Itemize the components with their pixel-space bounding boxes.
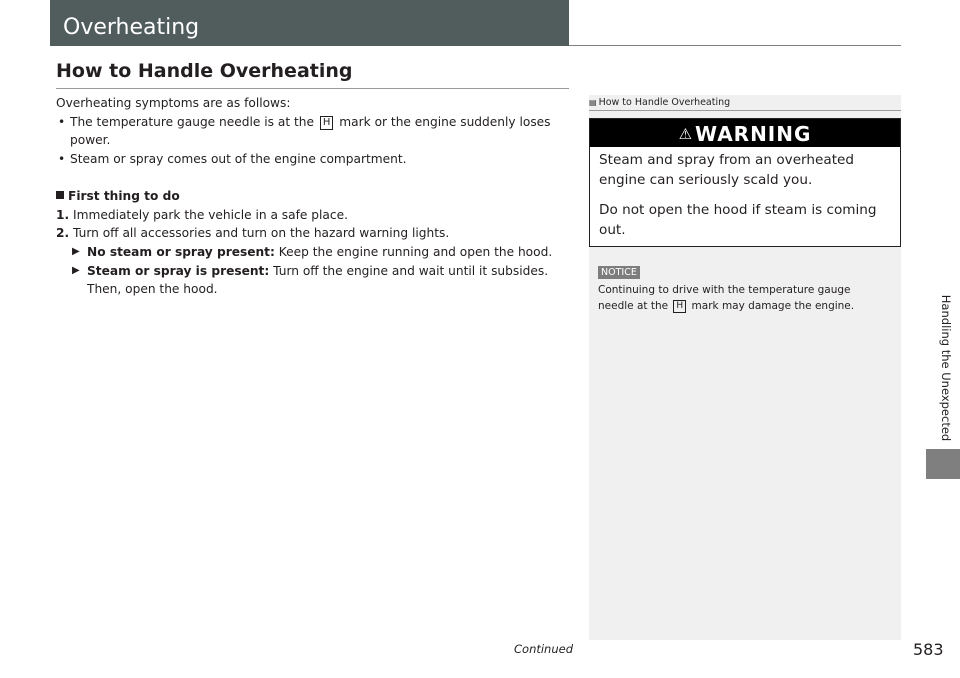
warning-box <box>589 118 901 247</box>
warning-line: Steam and spray from an overheated engine can seriously scald you. <box>599 152 855 188</box>
h-mark-icon: H <box>673 300 686 313</box>
warning-triangle-icon: ⚠ <box>678 125 694 143</box>
step-item: 2. Turn off all accessories and turn on the hazard warning lights. <box>56 226 450 241</box>
substep-item: ▶ No steam or spray present: Keep the engine running and open the hood. <box>56 243 566 262</box>
chapter-title: Overheating <box>50 0 569 46</box>
warning-line: Do not open the hood if steam is coming out. <box>599 202 877 238</box>
intro-text: Overheating symptoms are as follows: <box>56 96 291 110</box>
title-divider <box>569 45 901 46</box>
substep-item: ▶ Steam or spray is present: Turn off the engine and wait until it subsides. Then, open the hood. <box>72 263 549 297</box>
symptom-item: • The temperature gauge needle is at the H mark or the engine suddenly loses power. <box>56 113 566 150</box>
warning-text <box>590 147 900 240</box>
notice-badge: NOTICE <box>598 266 640 279</box>
side-tab-label: Handling the Unexpected <box>939 294 953 442</box>
step-item: 1. Immediately park the vehicle in a safe place. <box>56 207 348 222</box>
sidebar-divider <box>589 110 901 111</box>
page-number: 583 <box>913 640 944 659</box>
main-content <box>56 94 566 299</box>
subsection-heading: First thing to do <box>56 187 566 206</box>
sidebar-reference: ▤ How to Handle Overheating <box>589 97 731 108</box>
square-bullet-icon <box>56 191 64 199</box>
notice-text: Continuing to drive with the temperature gauge needle at the H mark may damage the engine. <box>598 284 855 312</box>
continued-label: Continued <box>514 642 574 656</box>
warning-header: ⚠ WARNING <box>590 119 900 147</box>
arrow-right-icon: ▶ <box>72 264 80 276</box>
section-title: How to Handle Overheating <box>56 60 353 82</box>
side-tab-block <box>926 449 960 479</box>
symptom-item: • Steam or spray comes out of the engine compartment. <box>56 150 566 169</box>
reference-mark-icon: ▤ <box>589 98 597 107</box>
arrow-right-icon: ▶ <box>72 245 80 257</box>
h-mark-icon: H <box>320 116 334 130</box>
section-divider <box>56 88 569 89</box>
